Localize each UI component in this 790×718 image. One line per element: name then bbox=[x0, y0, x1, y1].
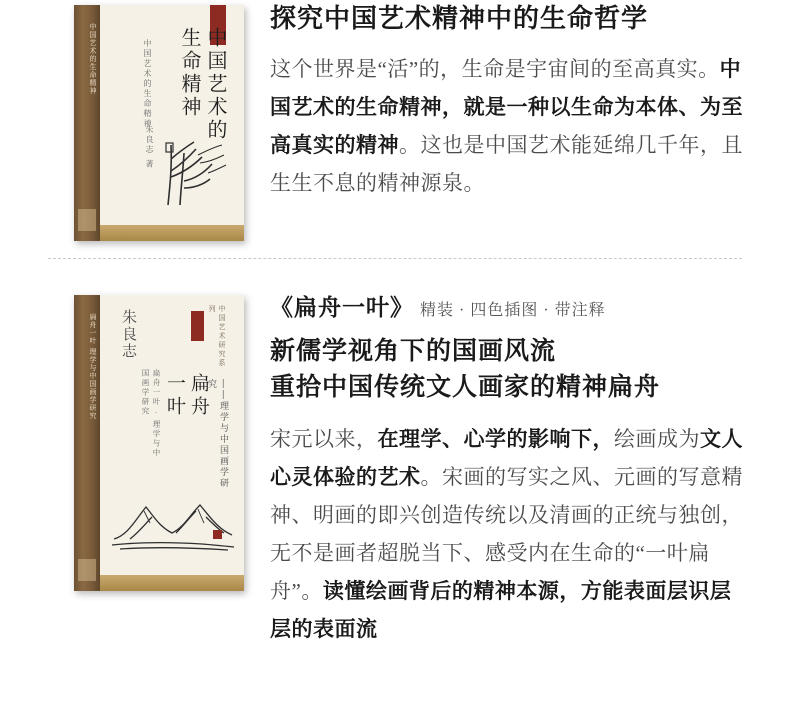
cover-title-vertical-1: 中国艺术的 生命精神 bbox=[178, 27, 226, 142]
cover-bottom-band-1 bbox=[100, 225, 244, 241]
book-spine-text-2: 扁舟一叶 理学与中国画学研究 bbox=[89, 313, 96, 420]
section-headline-2 bbox=[270, 334, 746, 406]
cover-seal-2 bbox=[213, 530, 222, 539]
cover-title-vertical-2: 扁舟 一叶 bbox=[164, 373, 209, 419]
section-headline-2-line1: 新儒学视角下的国画风流 bbox=[270, 338, 557, 365]
cover-subtitle-vertical-2: ——理学与中国画学研究 bbox=[207, 379, 229, 489]
book-cover-face-2 bbox=[100, 295, 244, 591]
book-spine-footer-1 bbox=[78, 209, 96, 231]
book-cover-column-1 bbox=[48, 0, 270, 241]
book-spine-footer-2 bbox=[78, 559, 96, 581]
book-tags-2: 精装 · 四色插图 · 带注释 bbox=[420, 302, 606, 319]
body-run: 。这也是中国艺术能延绵几千年，且生生不息的精神源泉。 bbox=[270, 133, 743, 195]
cover-subtitle-vertical-1: 中国艺术的生命精神 bbox=[143, 39, 152, 129]
book-title-2: 《扁舟一叶》 bbox=[270, 295, 414, 320]
mountain-ink-painting-icon bbox=[110, 489, 236, 551]
body-run-bold: 在理学、心学的影响下， bbox=[377, 427, 614, 451]
cover-side-text-2: 扁舟一叶 · 理学与中国画学研究 bbox=[141, 369, 161, 458]
book-cover-column-2 bbox=[48, 289, 270, 591]
cover-author-vertical-1: 朱良志 著 bbox=[145, 125, 154, 170]
book-meta-line bbox=[270, 289, 746, 322]
book-cover-image-1[interactable] bbox=[74, 5, 244, 241]
book-cover-face-1 bbox=[100, 5, 244, 241]
bamboo-ink-painting-icon bbox=[138, 133, 230, 207]
section-body-2 bbox=[270, 420, 746, 648]
body-run-bold: 中国艺术的生命精神，就是一种以生命为本体、为至高真实的精神 bbox=[270, 57, 743, 157]
body-run-bold: 读懂绘画背后的精神本源，方能表面层识层层的表面流 bbox=[270, 579, 732, 641]
book-section-1 bbox=[0, 0, 790, 258]
section-body-1 bbox=[270, 50, 746, 202]
section-spacer bbox=[0, 259, 790, 289]
book-section-2 bbox=[0, 289, 790, 648]
body-run-bold: 文人心灵体验的艺术 bbox=[270, 427, 743, 489]
cover-series-label-2: 中国艺术研究系列 bbox=[208, 305, 225, 368]
body-run: 宋元以来， bbox=[270, 427, 378, 451]
body-run: 。宋画的写实之风、元画的写意精神、明画的即兴创造传统以及清画的正统与独创，无不是画者超脱当下、感受内在生命的“一叶扁舟”。 bbox=[270, 465, 743, 603]
book-text-column-2 bbox=[270, 289, 746, 648]
book-spine-text-1: 中国艺术的生命精神 bbox=[89, 23, 96, 95]
book-text-column-1 bbox=[270, 0, 746, 202]
book-cover-image-2[interactable] bbox=[74, 295, 244, 591]
body-run: 绘画成为 bbox=[614, 427, 700, 451]
cover-bottom-band-2 bbox=[100, 575, 244, 591]
body-run: 这个世界是“活”的，生命是宇宙间的至高真实。 bbox=[270, 57, 720, 81]
cover-brush-signature-2: 朱良志 bbox=[120, 309, 136, 360]
cover-red-mark-2 bbox=[191, 311, 204, 341]
section-headline-1: 探究中国艺术精神中的生命哲学 bbox=[270, 4, 649, 33]
section-headline-2-line2: 重拾中国传统文人画家的精神扁舟 bbox=[270, 374, 661, 401]
